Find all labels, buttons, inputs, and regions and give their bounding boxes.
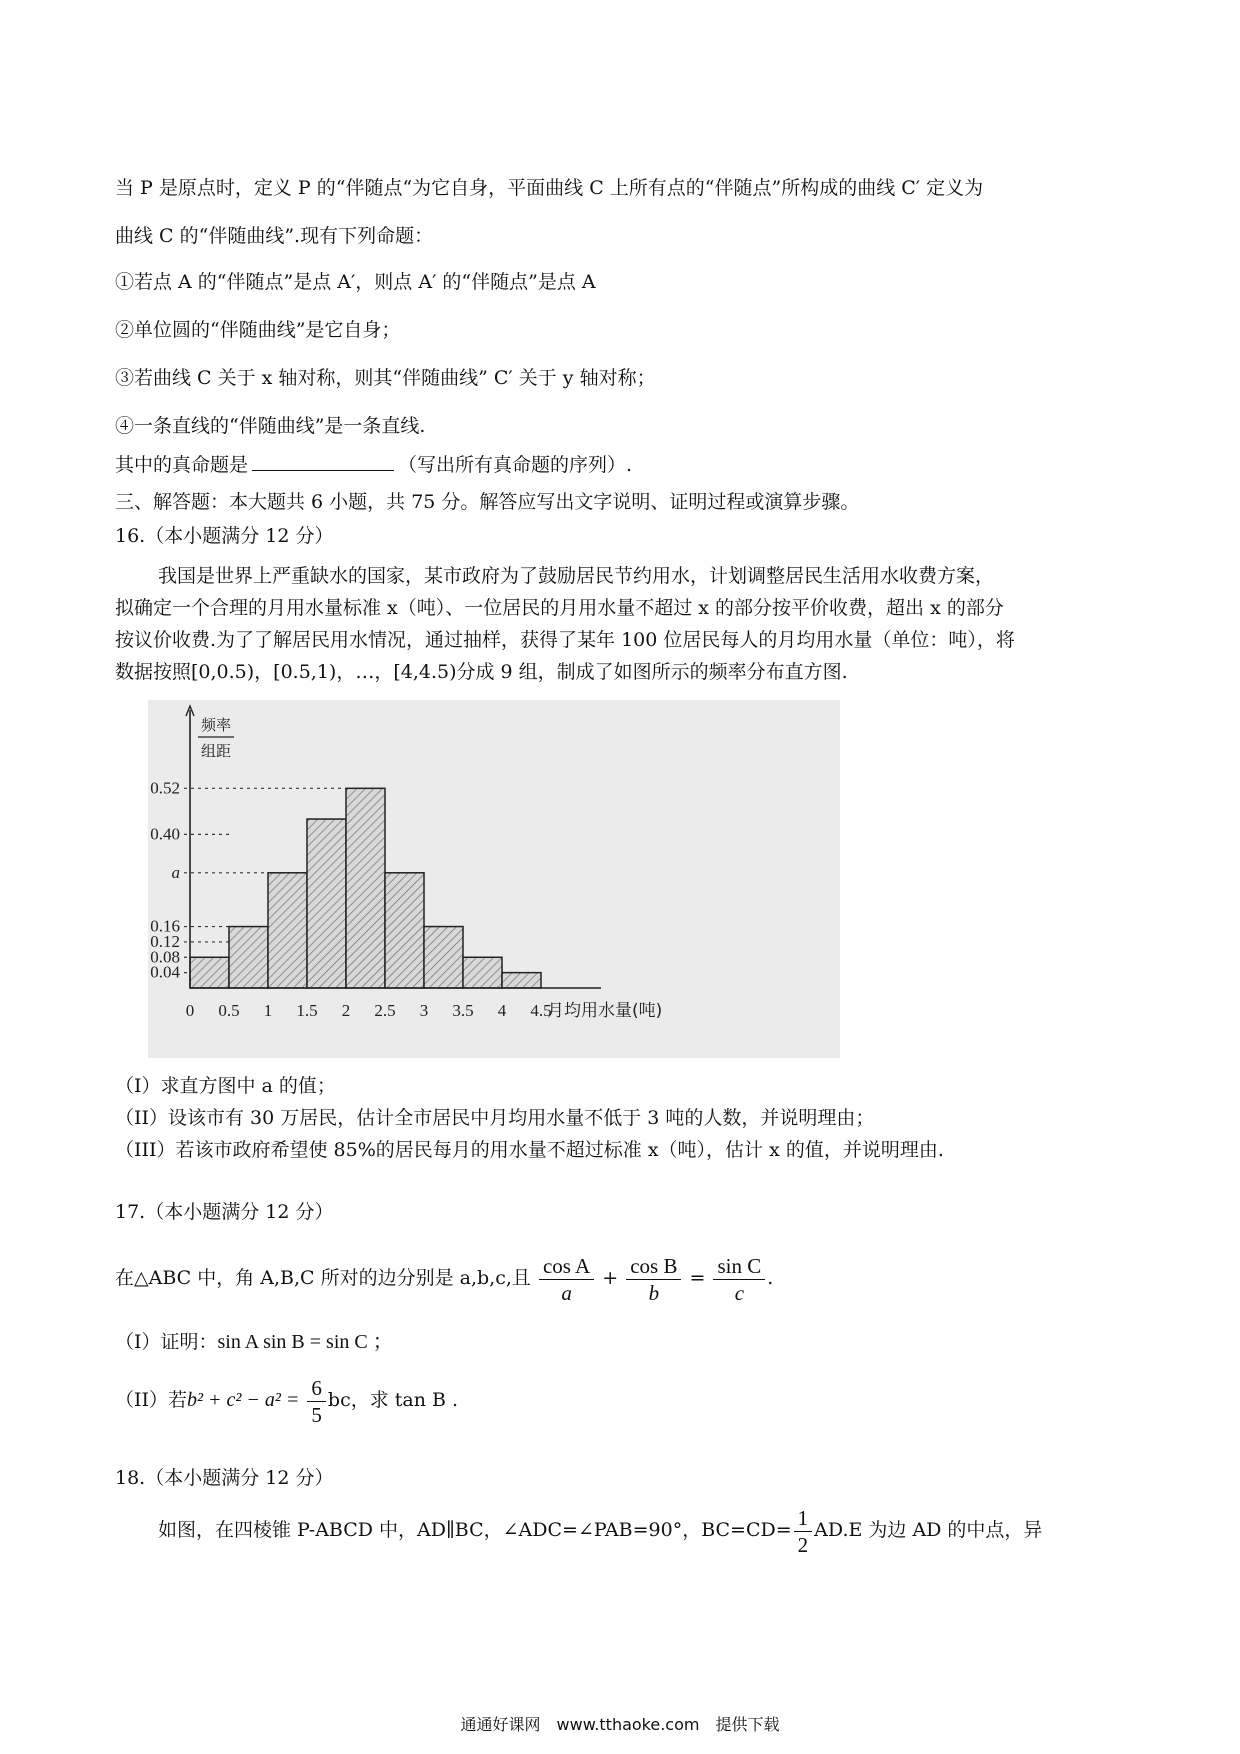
q17-part-1 xyxy=(115,1330,393,1354)
q17-heading: 17.（本小题满分 12 分） xyxy=(115,1201,334,1223)
q17-part-2-tail: bc，求 tan B . xyxy=(327,1389,459,1411)
histogram-bar xyxy=(229,927,268,988)
equals-sign: = xyxy=(689,1267,706,1289)
x-tick-label: 4 xyxy=(497,1001,507,1020)
y-axis-label-top: 频率 xyxy=(200,716,232,734)
fraction-cosA-a: $\frac{\text{cos A}}{a}$ xyxy=(539,1253,594,1306)
fill-in-prefix: 其中的真命题是 xyxy=(115,454,249,476)
y-tick-label: 0.04 xyxy=(150,962,180,982)
text-line-1: 当 P 是原点时，定义 P 的“伴随点“为它自身，平面曲线 C 上所有点的“伴随点”所构成的曲线 C′ 定义为 xyxy=(115,177,984,199)
q18-heading: 18.（本小题满分 12 分） xyxy=(115,1467,334,1489)
histogram-bar xyxy=(268,873,307,988)
histogram-bar xyxy=(463,957,502,988)
plus-sign: + xyxy=(602,1267,619,1289)
histogram-bar xyxy=(346,788,385,988)
x-tick-label: 1 xyxy=(263,1001,273,1020)
q16-part-1: （I）求直方图中 a 的值； xyxy=(115,1075,336,1097)
q16-paragraph-1: 我国是世界上严重缺水的国家，某市政府为了鼓励居民节约用水，计划调整居民生活用水收费方案， xyxy=(158,565,995,587)
q18-text-b: AD.E 为边 AD 的中点，异 xyxy=(814,1519,1043,1541)
fill-in-suffix: （写出所有真命题的序列）. xyxy=(398,454,633,476)
x-tick-label: 4.5 xyxy=(530,1001,552,1020)
q16-heading: 16.（本小题满分 12 分） xyxy=(115,525,334,547)
q18-text-a: 如图，在四棱锥 P-ABCD 中，AD∥BC，∠ADC=∠PAB=90°，BC=CD= xyxy=(158,1519,792,1541)
y-tick-label: 0.52 xyxy=(150,778,180,798)
q16-paragraph-3: 按议价收费.为了了解居民用水情况，通过抽样，获得了某年 100 位居民每人的月均用水量（单位：吨），将 xyxy=(115,629,1015,651)
frequency-histogram xyxy=(148,700,840,1058)
x-axis-label: 月均用水量(吨) xyxy=(547,1001,663,1021)
fraction-sinC-c: $\frac{\text{sin C}}{c}$ xyxy=(713,1253,765,1306)
y-tick-label: 0.12 xyxy=(150,931,180,951)
fraction-cosB-b: $\frac{\text{cos B}}{b}$ xyxy=(626,1253,681,1306)
q17-part-1-label: （I）证明： xyxy=(115,1331,218,1353)
proposition-4: ④一条直线的“伴随曲线”是一条直线. xyxy=(115,415,426,437)
histogram-bar xyxy=(190,957,229,988)
q16-part-3: （III）若该市政府希望使 85%的居民每月的用水量不超过标准 x（吨），估计 x 的值，并说明理由. xyxy=(115,1139,944,1161)
histogram-bar xyxy=(424,927,463,988)
q16-part-2: （II）设该市有 30 万居民，估计全市居民中月均用水量不低于 3 吨的人数，并说明理由； xyxy=(115,1107,875,1129)
q17-part-1-formula: sin A sin B = sin C ； xyxy=(217,1331,393,1353)
q17-part-2 xyxy=(115,1372,458,1428)
y-tick-label: 0.16 xyxy=(150,916,180,936)
q17-part-2-formula: b² + c² − a² = xyxy=(187,1389,300,1411)
proposition-2: ②单位圆的“伴随曲线”是它自身； xyxy=(115,319,401,341)
histogram-bar xyxy=(502,973,541,988)
page-footer: 通通好课网 www.tthaoke.com 提供下载 xyxy=(460,1715,780,1734)
histogram-figure xyxy=(148,700,840,1058)
text-line-2: 曲线 C 的“伴随曲线”.现有下列命题： xyxy=(115,225,434,247)
y-tick-label: a xyxy=(171,862,180,882)
q17-text: 在△ABC 中，角 A,B,C 所对的边分别是 a,b,c,且 xyxy=(115,1267,531,1289)
answer-blank[interactable] xyxy=(252,452,394,471)
proposition-1: ①若点 A 的“伴随点”是点 A′，则点 A′ 的“伴随点”是点 A xyxy=(115,271,596,293)
q16-paragraph-2: 拟确定一个合理的月用水量标准 x（吨）、一位居民的月用水量不超过 x 的部分按平价收费，超出 x 的部分 xyxy=(115,597,1004,619)
y-axis-label-bottom: 组距 xyxy=(200,742,232,760)
q18-statement xyxy=(158,1502,1042,1558)
q17-statement xyxy=(115,1250,773,1306)
x-tick-label: 3 xyxy=(419,1001,429,1020)
q17-part-2-label: （II）若 xyxy=(115,1389,188,1411)
period: . xyxy=(767,1267,774,1289)
fill-in-line xyxy=(115,452,632,477)
q16-paragraph-4: 数据按照[0,0.5)，[0.5,1)，…，[4,4.5)分成 9 组，制成了如图所示的频率分布直方图. xyxy=(115,661,848,683)
y-tick-label: 0.40 xyxy=(150,824,180,844)
section-heading: 三、解答题：本大题共 6 小题，共 75 分。解答应写出文字说明、证明过程或演算步骤。 xyxy=(115,491,860,513)
x-tick-label: 1.5 xyxy=(296,1001,318,1020)
x-tick-label: 2.5 xyxy=(374,1001,396,1020)
x-tick-label: 0.5 xyxy=(218,1001,240,1020)
proposition-3: ③若曲线 C 关于 x 轴对称，则其“伴随曲线” C′ 关于 y 轴对称； xyxy=(115,367,656,389)
histogram-bar xyxy=(385,873,424,988)
fraction-1-2: $\frac{1}{2}$ xyxy=(794,1505,813,1558)
x-tick-label: 3.5 xyxy=(452,1001,474,1020)
fraction-6-5: $\frac{6}{5}$ xyxy=(307,1375,326,1428)
histogram-bar xyxy=(307,819,346,988)
y-tick-label: 0.08 xyxy=(150,947,180,967)
x-tick-label: 2 xyxy=(341,1001,351,1020)
x-tick-label: 0 xyxy=(185,1001,195,1020)
